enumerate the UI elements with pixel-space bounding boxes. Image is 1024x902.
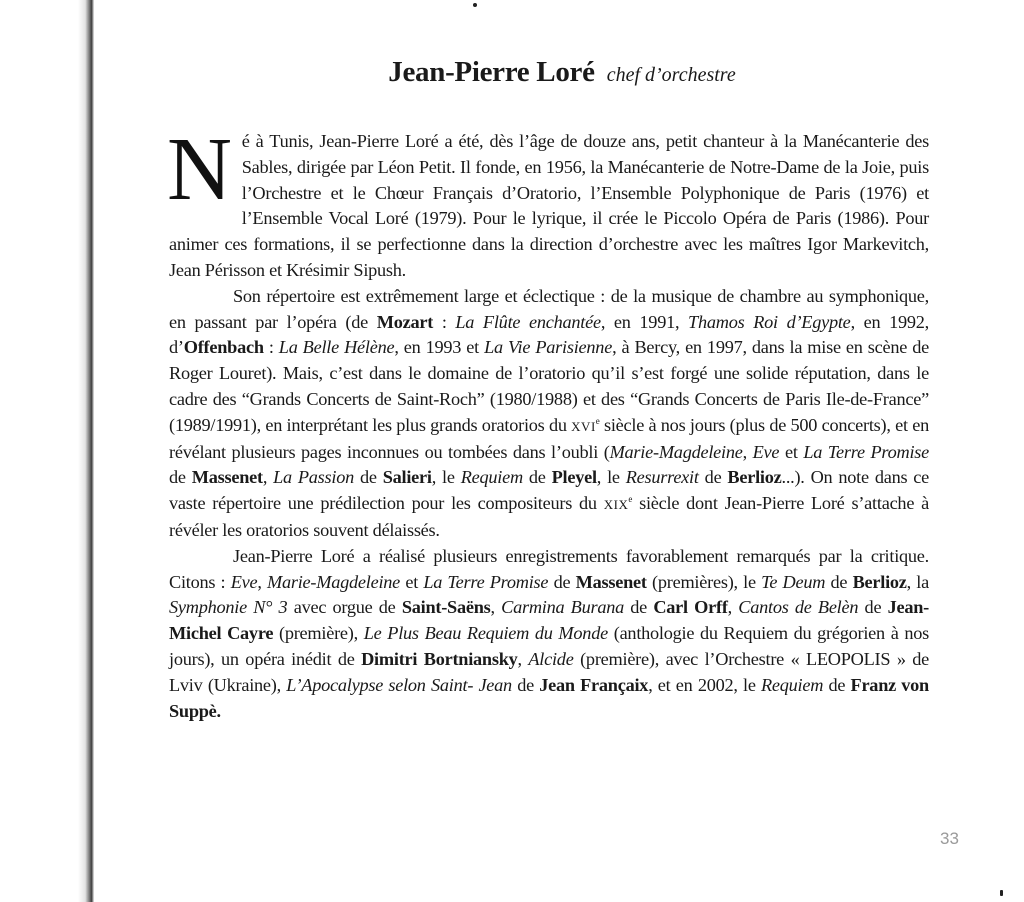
composer-name: Dimitri Bortniansky	[361, 648, 518, 669]
text-run: de	[823, 674, 851, 695]
text-run: avec orgue de	[287, 597, 402, 618]
century-numeral: XIX	[603, 497, 629, 513]
text-run: ,	[262, 467, 274, 488]
ordinal-suffix: e	[628, 494, 633, 505]
text-run: de	[511, 674, 540, 695]
composer-name: Berlioz	[727, 467, 782, 488]
composer-name: Jean-Michel Cayre	[169, 597, 930, 644]
text-run: de	[858, 597, 888, 618]
composer-name: Salieri	[382, 467, 432, 488]
drop-cap: N	[167, 120, 232, 219]
paragraph-3	[169, 544, 929, 725]
text-run: ,	[257, 571, 267, 592]
composer-name: Massenet	[575, 571, 647, 592]
composer-name: Jean Françaix	[539, 674, 649, 695]
text-run: ,	[742, 441, 753, 462]
work-title: Cantos de Belèn	[738, 597, 859, 618]
text-run: , le	[431, 467, 461, 488]
work-title: Le Plus Beau Requiem du Monde	[363, 623, 608, 644]
book-binding-shadow	[78, 0, 94, 902]
text-run: de	[548, 571, 576, 592]
text-run: de	[522, 467, 552, 488]
text-run: ,	[727, 597, 739, 618]
work-title: Requiem	[760, 674, 824, 695]
work-title: Requiem	[460, 467, 523, 488]
page-number: 33	[940, 829, 959, 848]
text-run: , à Bercy, en 1997, dans la mise en scène de Roger Louret). Mais, c’est dans le domaine de l’oratorio qu’il s’est forgé une solide réputation, dans le cadre des “Grands Concerts de Saint-Roch” (1980/1988) et des “Grands Concerts de Paris Ile-de-France” (1989/1991), en interprétant les plus grands oratorios du	[169, 337, 929, 435]
scan-dust-speck	[473, 3, 477, 7]
text-run: , en 1993 et	[394, 337, 485, 358]
text-run: :	[263, 337, 279, 358]
work-title: Resurrexit	[625, 467, 699, 488]
work-title: Te Deum	[761, 571, 826, 592]
composer-name: Berlioz	[852, 571, 907, 592]
text-run: é à Tunis, Jean-Pierre Loré a été, dès l’âge de douze ans, petit chanteur à la Manécanterie des Sables, dirigée par Léon Petit. Il fonde, en 1956, la Manécanterie de Notre-Dame de la Joie, puis l’Orchestre et le Chœur Français d’Oratorio, l’Ensemble Polyphonique de Paris (1976) et l’Ensemble Vocal Loré (1979). Pour le lyrique, il crée le Piccolo Opéra de Paris (1986). Pour animer ces formations, il se perfectionne dans la direction d’orchestre avec les maîtres Igor Markevitch, Jean Périsson et Krésimir Sipush.	[169, 131, 929, 280]
biography-text	[167, 120, 930, 724]
text-run: (première), avec l’Orchestre « LEOPOLIS » de Lviv (Ukraine),	[169, 648, 929, 695]
text-run: siècle dont Jean-Pierre Loré s’attache à révéler les oratorios souvent délaissés.	[169, 493, 929, 540]
composer-name: Franz von Suppè.	[169, 674, 929, 721]
text-run: de	[169, 467, 192, 488]
text-run: ...). On note dans ce vaste répertoire une prédilection pour les compositeurs du	[169, 467, 930, 514]
work-title: Carmina Burana	[501, 597, 625, 618]
work-title: La Terre Promise	[803, 441, 930, 462]
work-title: La Flûte enchantée	[455, 311, 601, 332]
work-title: Symphonie N° 3	[169, 597, 288, 618]
text-run: :	[433, 311, 456, 332]
text-run: ,	[517, 648, 529, 669]
text-run: , le	[596, 467, 626, 488]
composer-name: Pleyel	[551, 467, 597, 488]
text-run: siècle à nos jours (plus de 500 concerts), et en révélant plusieurs pages inconnues ou tombées dans l’oubli (	[169, 414, 929, 462]
composer-name: Carl Orff	[653, 597, 728, 618]
scan-dust-speck	[1000, 890, 1003, 896]
conductor-name: Jean-Pierre Loré	[388, 56, 595, 88]
page-heading	[0, 56, 1024, 89]
text-run: de	[698, 467, 728, 488]
work-title: Alcide	[528, 648, 574, 669]
text-run: , en 1992, d’	[169, 311, 929, 358]
work-title: Eve	[752, 441, 780, 462]
conductor-role: chef d’orchestre	[606, 64, 736, 86]
text-run: de	[354, 467, 383, 488]
work-title: Thamos Roi d’Egypte	[688, 311, 851, 332]
work-title: La Belle Hélène	[278, 337, 395, 358]
text-run: (premières), le	[646, 571, 762, 592]
work-title: Eve	[230, 571, 258, 592]
text-run: ,	[490, 597, 502, 618]
text-run: , la	[906, 571, 929, 592]
text-run: Jean-Pierre Loré a réalisé plusieurs enregistrements favorablement remarqués par la critique. Citons :	[169, 545, 929, 592]
composer-name: Offenbach	[183, 337, 264, 358]
composer-name: Mozart	[376, 311, 434, 332]
century-numeral: XVI	[571, 418, 596, 434]
text-run: de	[624, 597, 654, 618]
work-title: L’Apocalypse selon Saint- Jean	[286, 674, 512, 695]
paragraph-1	[167, 120, 929, 284]
work-title: Marie-Magdeleine	[266, 571, 401, 592]
paragraph-2	[169, 284, 929, 544]
text-run: Son répertoire est extrêmement large et éclectique : de la musique de chambre au symphonique, en passant par l’opéra (de	[169, 285, 929, 332]
text-run: , en 1991,	[600, 311, 689, 332]
work-title: La Vie Parisienne	[484, 337, 613, 358]
ordinal-suffix: e	[595, 415, 600, 426]
text-run: et	[779, 441, 804, 462]
composer-name: Saint-Saëns	[401, 597, 491, 618]
work-title: La Passion	[273, 467, 355, 488]
work-title: La Terre Promise	[423, 571, 549, 592]
composer-name: Massenet	[191, 467, 263, 488]
text-run: de	[825, 571, 853, 592]
text-run: (anthologie du Requiem du grégorien à nos jours), un opéra inédit de	[169, 623, 929, 669]
text-run: et	[400, 571, 424, 592]
text-run: , et en 2002, le	[648, 674, 761, 695]
work-title: Marie-Magdeleine	[609, 441, 743, 462]
text-run: (première),	[273, 623, 364, 644]
